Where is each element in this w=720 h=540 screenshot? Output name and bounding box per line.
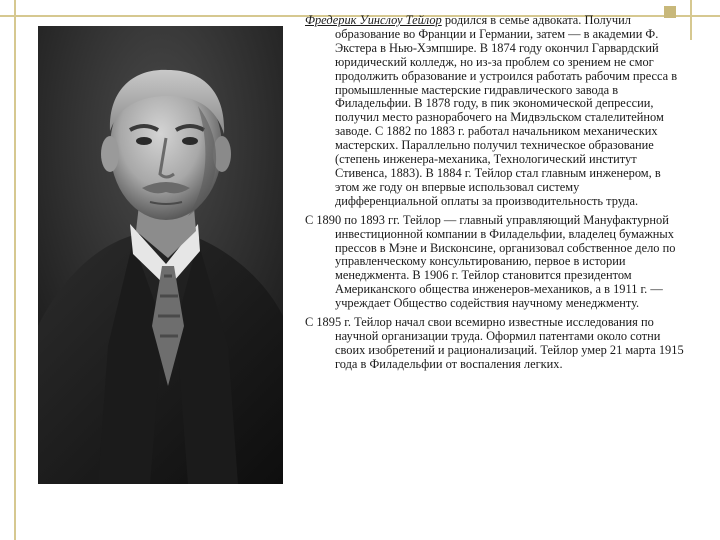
portrait-photo (38, 26, 283, 484)
frame-left-line (14, 0, 16, 540)
bio-paragraph-1 (300, 14, 685, 209)
biography-text (300, 14, 685, 377)
bio-paragraph-2: С 1890 по 1893 гг. Тейлор — главный управляющий Мануфактурной инвестиционной компании в Филадельфии, владелец бумажных прессов в Мэне и Висконсине, организовал собственное дело по управленческому консультированию, первое в истории менеджмента. В 1906 г. Тейлор становится президентом Американского общества инженеров-механиков, а в 1911 г. — учреждает Общество содействия научному менеджменту. (305, 212, 676, 311)
person-name: Фредерик Уинслоу Тейлор (305, 13, 442, 27)
bio-paragraph-1-text: родился в семье адвоката. Получил образование во Франции и Германии, затем — в академии Ф. Экстера в Нью-Хэмпшире. В 1874 году окончил Гарвардский юридический колледж, но из-за проблем со зрением не смог продолжить образование и устроился работать рабочим пресса в промышленные мастерские гидравлического завода в Филадельфии. В 1878 году, в пик экономической депрессии, получил место разнорабочего на Мидвэльском сталелитейном заводе. С 1882 по 1883 г. работал начальником механических мастерских. Параллельно получил техническое образование (степень инженера-механика, Технологический институт Стивенса, 1883). В 1884 г. Тейлор стал главным инженером, в этом же году он впервые использовал систему дифференциальной оплаты за производительность труда. (335, 13, 678, 208)
bio-paragraph-3: С 1895 г. Тейлор начал свои всемирно известные исследования по научной организации труда. Оформил патентами около сотни своих изобретений и рационализаций. Тейлор умер 21 марта 1915 года в Филадельфии от воспаления легких. (305, 315, 684, 371)
frame-right-line (690, 0, 692, 40)
